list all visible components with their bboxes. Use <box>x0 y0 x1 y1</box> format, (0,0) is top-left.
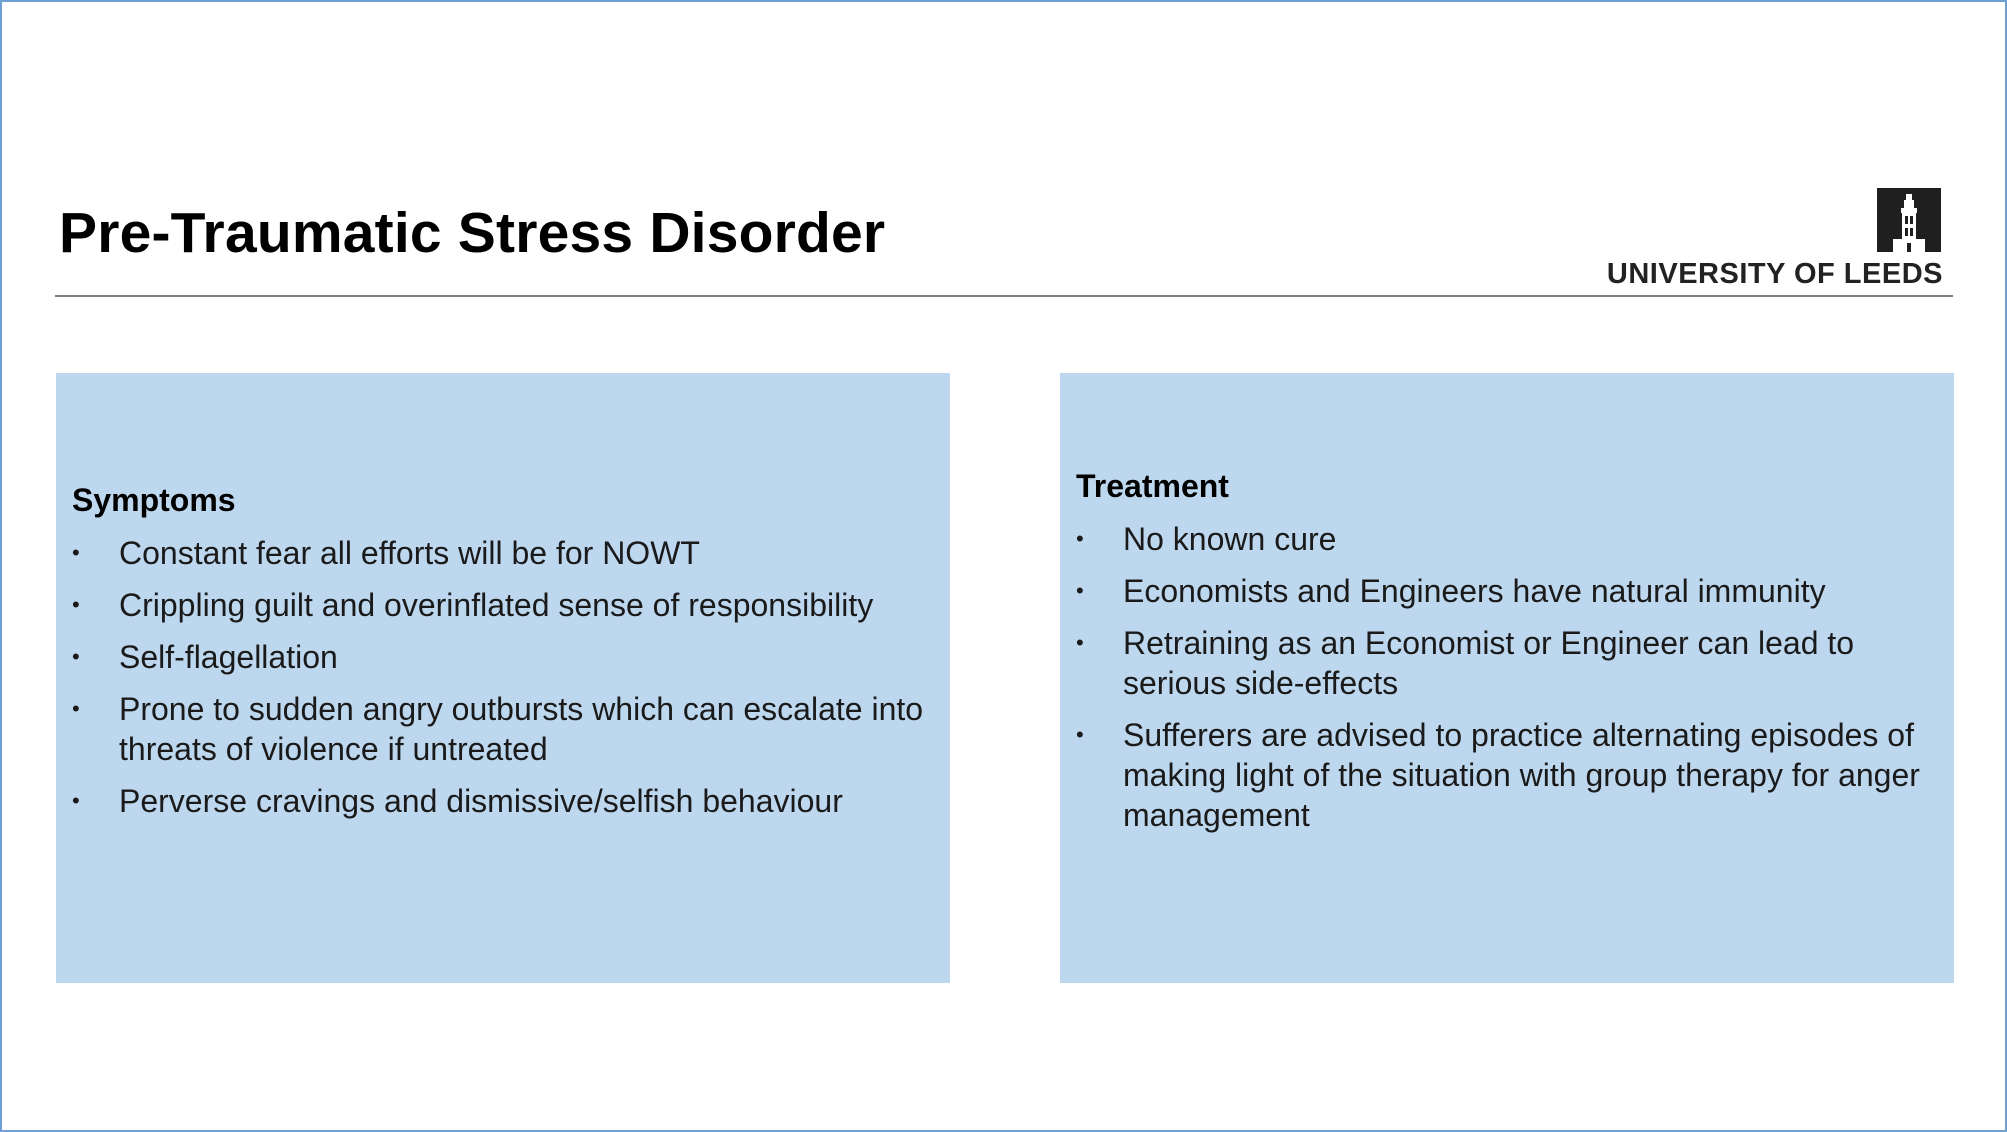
logo-text: UNIVERSITY OF LEEDS <box>1606 258 1943 290</box>
list-item <box>72 533 934 573</box>
list-item-text: Crippling guilt and overinflated sense of responsibility <box>119 587 874 624</box>
list-item-text: Perverse cravings and dismissive/selfish behaviour <box>119 783 843 820</box>
list-item <box>72 585 934 625</box>
bullet-icon: • <box>1076 722 1084 748</box>
list-item-text: Self-flagellation <box>119 639 338 676</box>
treatment-list <box>1076 519 1938 835</box>
symptoms-heading: Symptoms <box>72 482 236 518</box>
list-item <box>1076 623 1938 703</box>
list-item-text: No known cure <box>1123 521 1337 558</box>
symptoms-list <box>72 533 934 821</box>
bullet-icon: • <box>72 592 80 618</box>
treatment-heading: Treatment <box>1076 468 1229 504</box>
bullet-icon: • <box>72 540 80 566</box>
symptoms-panel <box>56 373 950 983</box>
treatment-panel <box>1060 373 1954 983</box>
list-item <box>72 637 934 677</box>
bullet-icon: • <box>72 696 80 722</box>
list-item <box>72 689 934 769</box>
bullet-icon: • <box>1076 630 1084 656</box>
list-item <box>1076 715 1938 835</box>
slide-title: Pre-Traumatic Stress Disorder <box>59 201 886 265</box>
university-logo <box>1592 184 1952 289</box>
list-item <box>1076 519 1938 559</box>
list-item-text: Constant fear all efforts will be for NOWT <box>119 535 700 572</box>
bullet-icon: • <box>1076 526 1084 552</box>
list-item-text: Retraining as an Economist or Engineer can lead to serious side-effects <box>1123 625 1855 702</box>
bullet-icon: • <box>72 788 80 814</box>
bullet-icon: • <box>1076 578 1084 604</box>
list-item <box>72 781 934 821</box>
list-item-text: Prone to sudden angry outbursts which can escalate into threats of violence if untreated <box>119 691 924 768</box>
list-item <box>1076 571 1938 611</box>
bullet-icon: • <box>72 644 80 670</box>
parkinson-tower-icon <box>1877 188 1941 252</box>
list-item-text: Sufferers are advised to practice alternating episodes of making light of the situation with group therapy for anger management <box>1123 717 1920 834</box>
title-divider <box>55 295 1953 297</box>
list-item-text: Economists and Engineers have natural immunity <box>1123 573 1826 610</box>
